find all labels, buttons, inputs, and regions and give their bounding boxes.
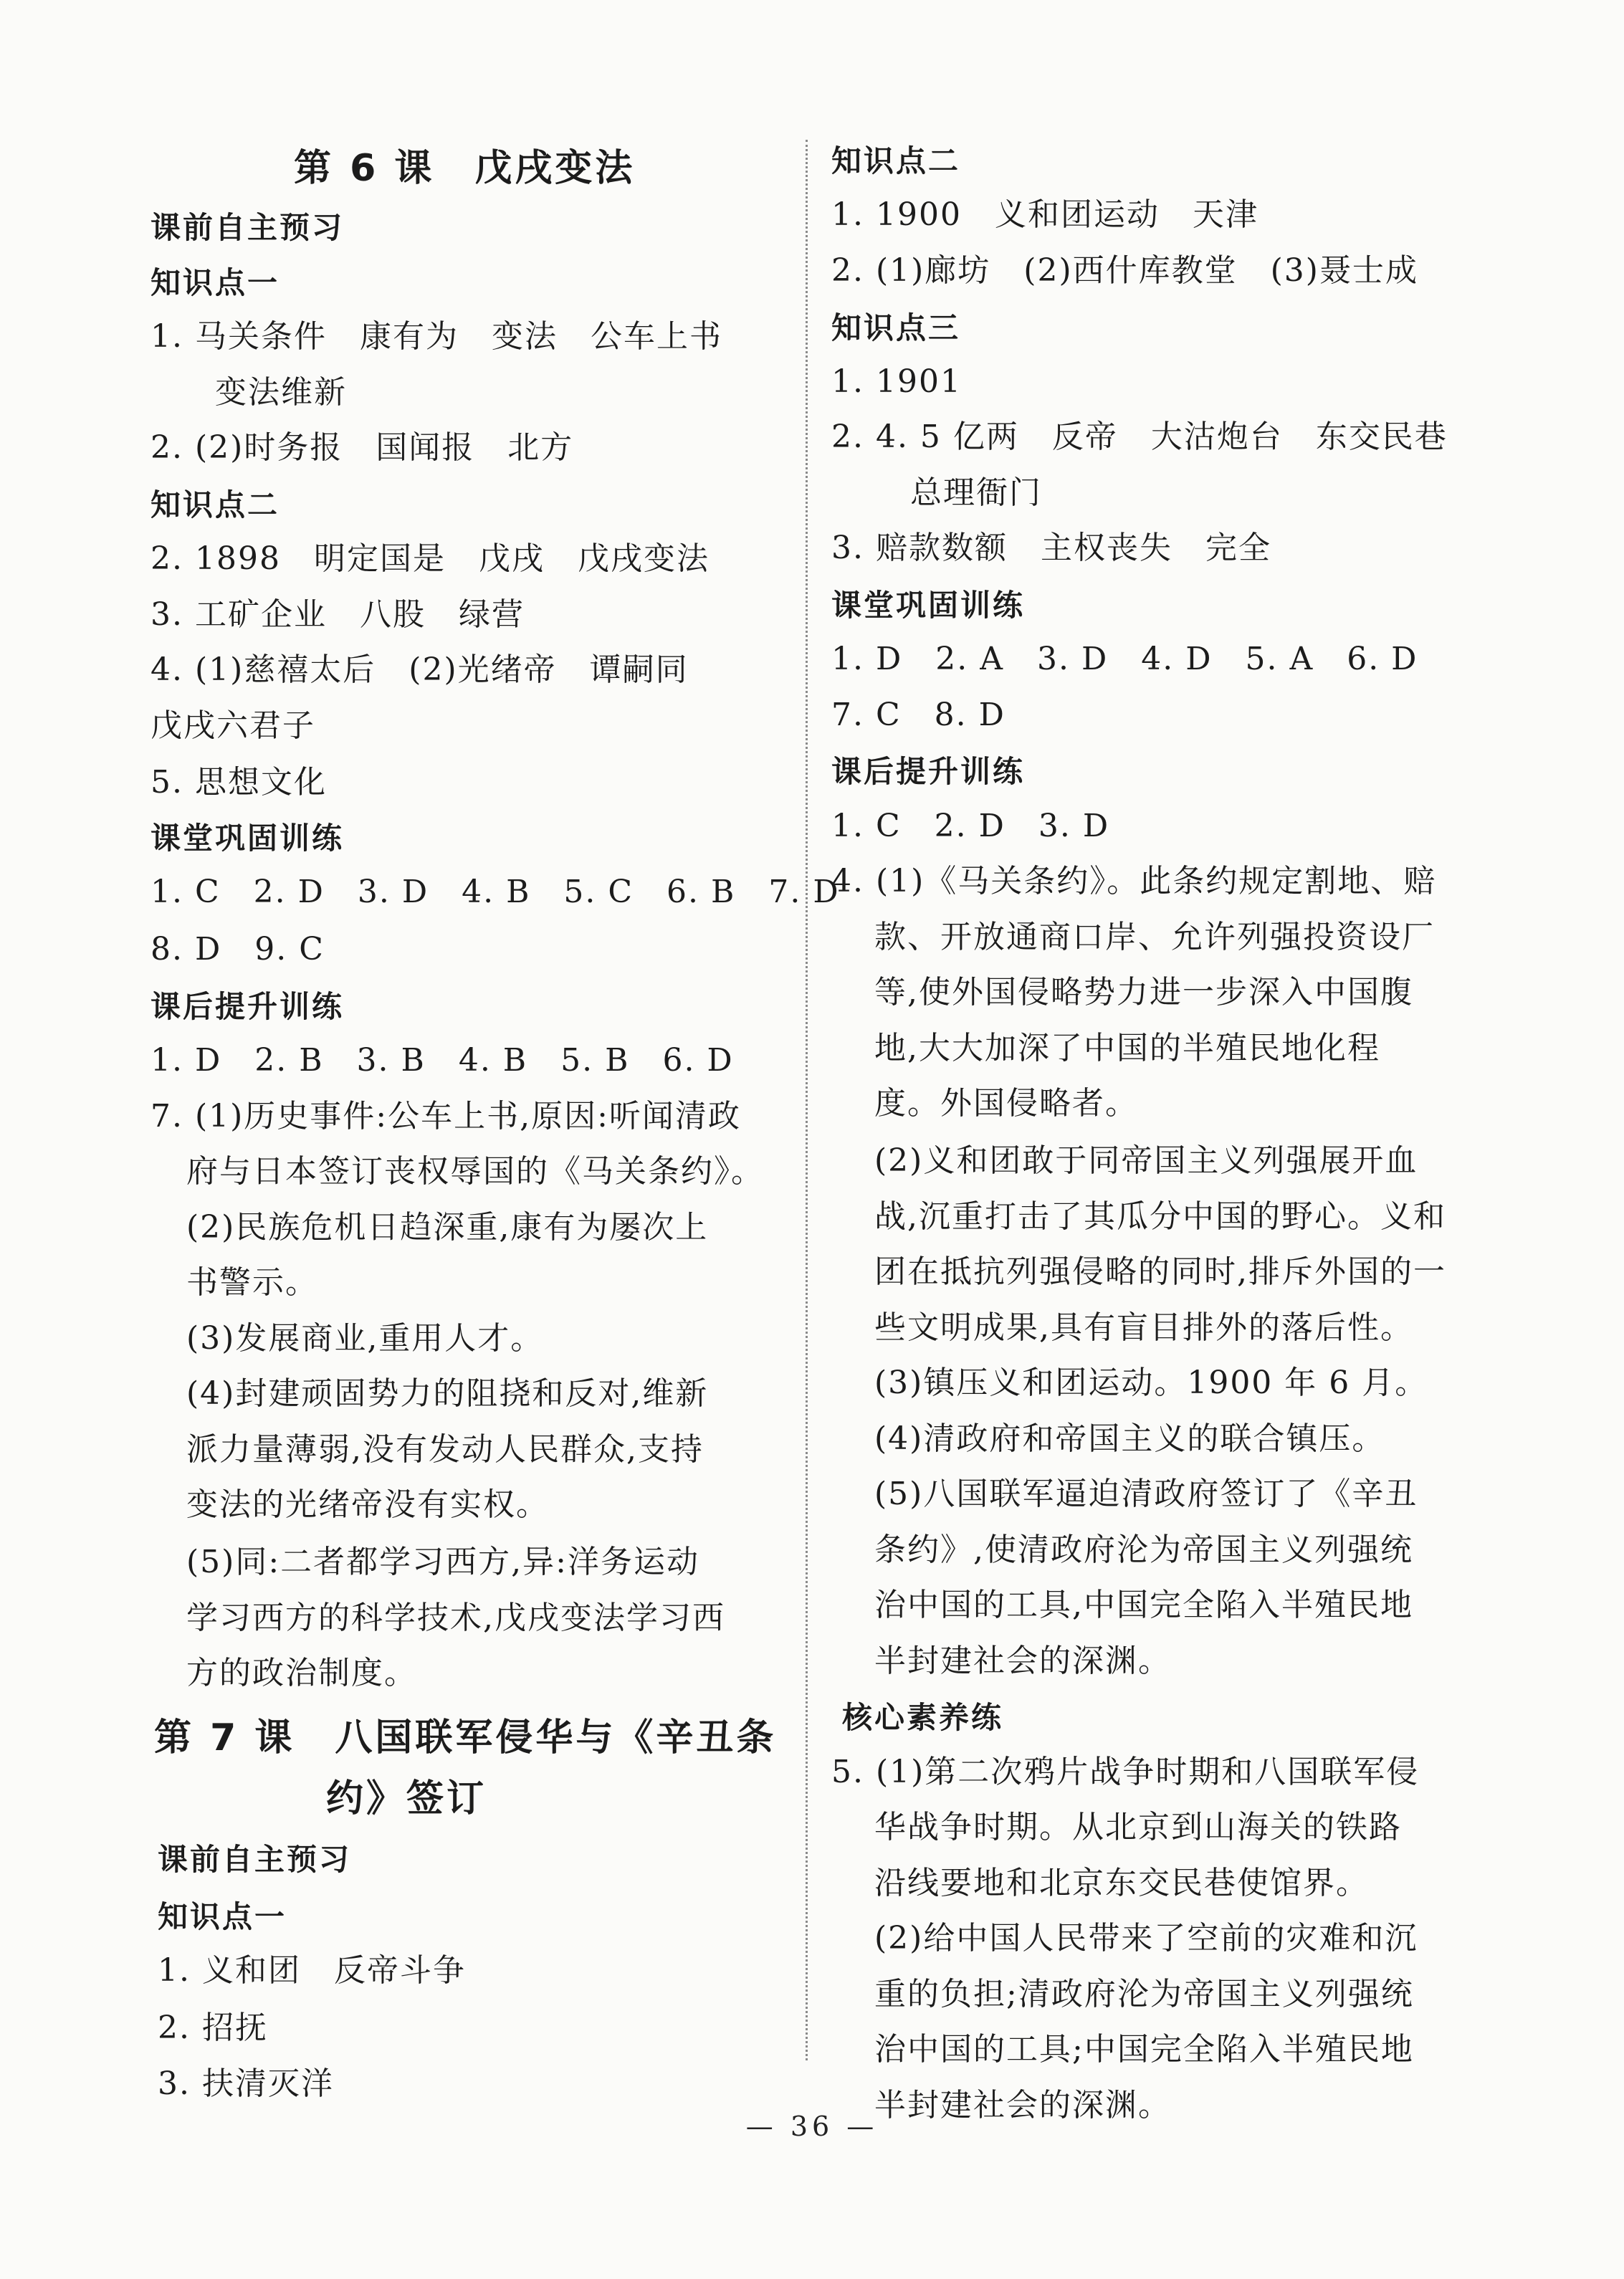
- section-heading: 课堂巩固训练: [151, 821, 345, 856]
- answer-line: 派力量薄弱,没有发动人民群众,支持: [186, 1431, 704, 1468]
- answer-line: 4. (1)《马关条约》。此条约规定割地、赔: [831, 863, 1437, 899]
- answer-line: 戊戌六君子: [151, 707, 315, 744]
- answer-line: 7. C 8. D: [831, 697, 1006, 733]
- section-heading: 课前自主预习: [151, 210, 345, 245]
- answer-line: (5)八国联军逼迫清政府签订了《辛丑: [874, 1476, 1418, 1512]
- knowledge-point-heading: 知识点一: [151, 265, 280, 300]
- answer-line: 1. 1901: [831, 363, 962, 400]
- answer-line: 3. 赔款数额 主权丧失 完全: [831, 530, 1271, 566]
- answer-line: (3)镇压义和团运动。1900 年 6 月。: [874, 1365, 1428, 1401]
- answer-line: 2. 招抚: [158, 2010, 268, 2046]
- knowledge-point-heading: 知识点三: [831, 310, 961, 345]
- answer-line: 沿线要地和北京东交民巷使馆界。: [874, 1865, 1369, 1901]
- answer-line: 4. (1)慈禧太后 (2)光绪帝 谭嗣同: [151, 651, 689, 688]
- answer-line: 半封建社会的深渊。: [874, 2087, 1171, 2123]
- answer-line: 学习西方的科学技术,戊戌变法学习西: [186, 1600, 725, 1636]
- answer-line: 2. 1898 明定国是 戊戌 戊戌变法: [151, 540, 710, 577]
- answer-line: 1. 1900 义和团运动 天津: [831, 196, 1258, 233]
- section-heading: 课堂巩固训练: [831, 588, 1026, 623]
- answer-line: 华战争时期。从北京到山海关的铁路: [874, 1809, 1402, 1845]
- knowledge-point-heading: 知识点二: [831, 143, 961, 178]
- section-heading: 课前自主预习: [158, 1842, 352, 1877]
- answer-line: 治中国的工具,中国完全陷入半殖民地: [874, 1587, 1413, 1623]
- answer-line: 1. D 2. A 3. D 4. D 5. A 6. D: [831, 641, 1418, 677]
- answer-line: (3)发展商业,重用人才。: [186, 1320, 544, 1357]
- answer-line: 半封建社会的深渊。: [874, 1643, 1171, 1679]
- answer-line: 1. C 2. D 3. D: [831, 808, 1110, 844]
- lesson-6-title: 第 6 课 戊戌变法: [294, 147, 636, 190]
- answer-line: 2. (2)时务报 国闻报 北方: [151, 429, 574, 466]
- answer-line: 府与日本签订丧权辱国的《马关条约》。: [186, 1153, 764, 1190]
- answer-line: 2. (1)廊坊 (2)西什库教堂 (3)聂士成: [831, 252, 1418, 289]
- answer-line: 方的政治制度。: [186, 1655, 417, 1691]
- knowledge-point-heading: 知识点二: [151, 487, 280, 522]
- answer-line: 变法维新: [215, 374, 347, 411]
- section-heading: 课后提升训练: [831, 754, 1026, 789]
- answer-line: 3. 工矿企业 八股 绿营: [151, 596, 525, 633]
- answer-line: 5. (1)第二次鸦片战争时期和八国联军侵: [831, 1754, 1420, 1790]
- answer-line: 7. (1)历史事件:公车上书,原因:听闻清政: [151, 1098, 741, 1134]
- answer-line: 重的负担;清政府沦为帝国主义列强统: [874, 1976, 1414, 2012]
- section-heading: 核心素养练: [842, 1700, 1004, 1735]
- answer-line: 5. 思想文化: [151, 764, 327, 801]
- answer-line: 治中国的工具;中国完全陷入半殖民地: [874, 2031, 1414, 2068]
- answer-line: (4)清政府和帝国主义的联合镇压。: [874, 1420, 1385, 1457]
- answer-line: 度。外国侵略者。: [874, 1085, 1138, 1122]
- answer-line: 书警示。: [186, 1264, 318, 1301]
- answer-line: 地,大大加深了中国的半殖民地化程: [874, 1030, 1380, 1066]
- answer-line: 些文明成果,具有盲目排外的落后性。: [874, 1309, 1413, 1346]
- answer-line: 1. 马关条件 康有为 变法 公车上书: [151, 318, 722, 355]
- column-divider: [806, 140, 808, 2060]
- answer-line: 1. D 2. B 3. B 4. B 5. B 6. D: [151, 1042, 734, 1079]
- section-heading: 课后提升训练: [151, 989, 345, 1024]
- answer-line: (4)封建顽固势力的阻挠和反对,维新: [186, 1375, 709, 1412]
- answer-line: (2)义和团敢于同帝国主义列强展开血: [874, 1142, 1418, 1179]
- answer-line: 战,沉重打击了其瓜分中国的野心。义和: [874, 1198, 1446, 1235]
- answer-line: 2. 4. 5 亿两 反帝 大沽炮台 东交民巷: [831, 419, 1448, 455]
- answer-line: (5)同:二者都学习西方,异:洋务运动: [186, 1544, 699, 1580]
- lesson-7-title-cont: 约》签订: [326, 1777, 487, 1820]
- answer-line: 变法的光绪帝没有实权。: [186, 1486, 549, 1523]
- answer-line: 总理衙门: [910, 474, 1042, 511]
- answer-line: 8. D 9. C: [151, 931, 325, 968]
- answer-line: 1. 义和团 反帝斗争: [158, 1952, 466, 1989]
- answer-line: 团在抵抗列强侵略的同时,排斥外国的一: [874, 1253, 1446, 1290]
- answer-line: (2)给中国人民带来了空前的灾难和沉: [874, 1920, 1418, 1956]
- answer-line: 等,使外国侵略势力进一步深入中国腹: [874, 974, 1413, 1010]
- knowledge-point-heading: 知识点一: [158, 1899, 287, 1934]
- answer-line: 1. C 2. D 3. D 4. B 5. C 6. B 7. D: [151, 874, 840, 910]
- answer-line: 款、开放通商口岸、允许列强投资设厂: [874, 919, 1435, 955]
- page-number: — 36 —: [745, 2111, 879, 2142]
- answer-line: 条约》,使清政府沦为帝国主义列强统: [874, 1532, 1413, 1568]
- lesson-7-title: 第 7 课 八国联军侵华与《辛丑条: [154, 1716, 777, 1759]
- answer-line: (2)民族危机日趋深重,康有为屡次上: [186, 1209, 709, 1246]
- answer-line: 3. 扶清灭洋: [158, 2065, 334, 2102]
